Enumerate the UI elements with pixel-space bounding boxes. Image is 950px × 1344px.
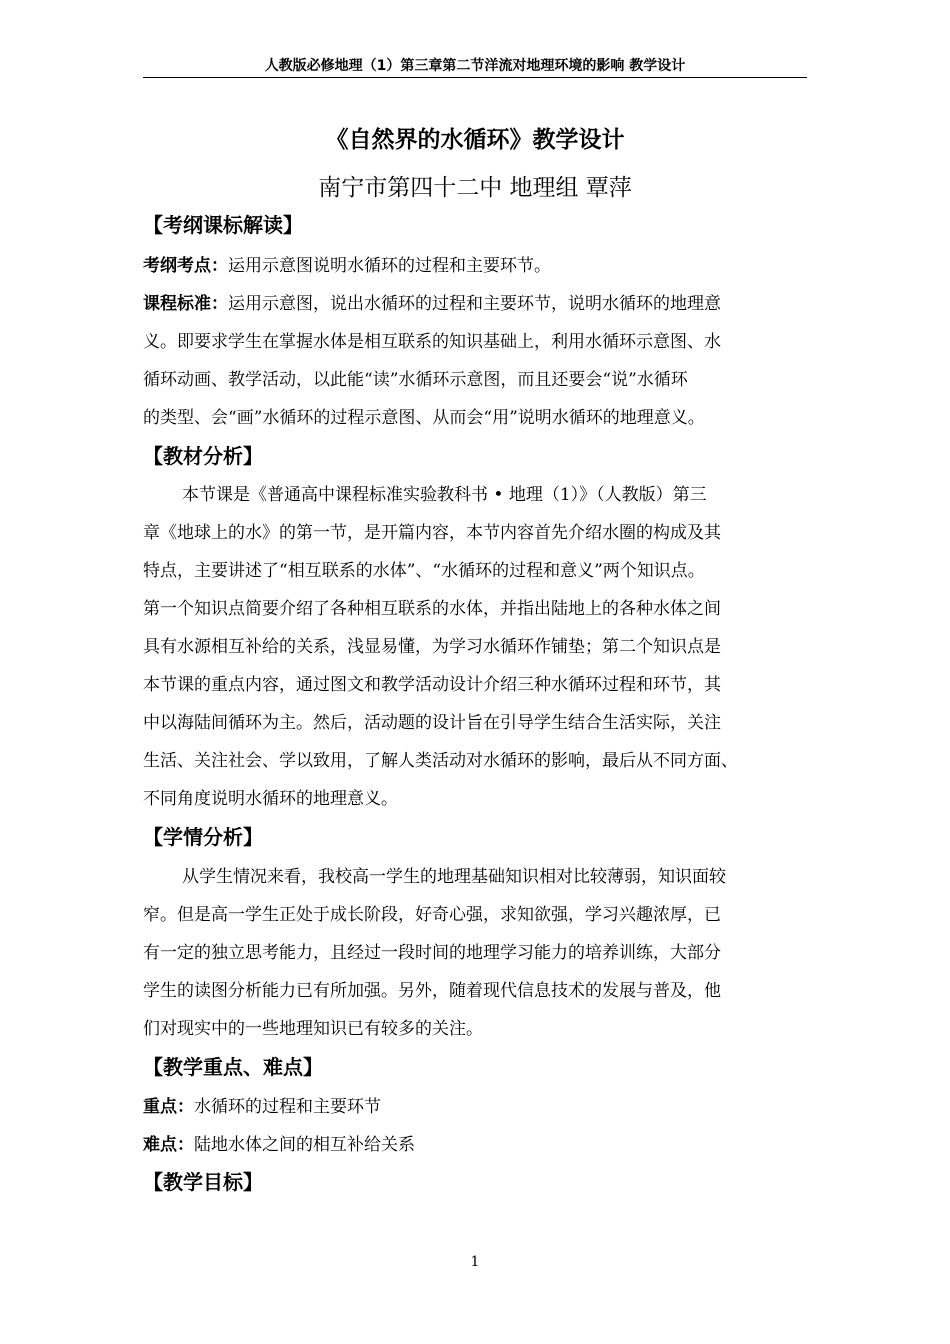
exam-point-line bbox=[143, 253, 551, 279]
header-rule bbox=[143, 77, 807, 78]
students-paragraph-line: 从学生情况来看，我校高一学生的地理基础知识相对比较薄弱，知识面较 bbox=[182, 867, 726, 887]
document-subtitle: 南宁市第四十二中 地理组 覃萍 bbox=[318, 175, 632, 201]
students-paragraph-line: 们对现实中的一些地理知识已有较多的关注。 bbox=[143, 1019, 483, 1039]
section-heading-focus: 【教学重点、难点】 bbox=[143, 1055, 323, 1079]
standard-line: 义。即要求学生在掌握水体是相互联系的知识基础上，利用水循环示意图、水 bbox=[143, 332, 721, 352]
standard-line: 的类型、会“画”水循环的过程示意图、从而会“用”说明水循环的地理意义。 bbox=[143, 408, 705, 428]
textbook-paragraph-line: 章《地球上的水》的第一节，是开篇内容，本节内容首先介绍水圈的构成及其 bbox=[143, 523, 721, 543]
page-header: 人教版必修地理（1）第三章第二节洋流对地理环境的影响 教学设计 bbox=[264, 58, 686, 74]
difficult-point-text: 陆地水体之间的相互补给关系 bbox=[194, 1135, 415, 1155]
textbook-paragraph-line: 生活、关注社会、学以致用，了解人类活动对水循环的影响，最后从不同方面、 bbox=[143, 751, 738, 771]
textbook-paragraph-line: 本节课的重点内容，通过图文和教学活动设计介绍三种水循环过程和环节，其 bbox=[143, 675, 721, 695]
exam-point-label: 考纲考点： bbox=[143, 256, 228, 276]
document-title: 《自然界的水循环》教学设计 bbox=[325, 127, 625, 153]
section-heading-textbook: 【教材分析】 bbox=[143, 444, 263, 468]
difficult-point-line bbox=[143, 1132, 415, 1158]
students-paragraph-line: 窄。但是高一学生正处于成长阶段，好奇心强，求知欲强，学习兴趣浓厚，已 bbox=[143, 905, 721, 925]
section-heading-students: 【学情分析】 bbox=[143, 825, 263, 849]
students-paragraph-line: 学生的读图分析能力已有所加强。另外，随着现代信息技术的发展与普及，他 bbox=[143, 981, 721, 1001]
standard-line bbox=[143, 291, 721, 317]
textbook-paragraph-line: 中以海陆间循环为主。然后，活动题的设计旨在引导学生结合生活实际，关注 bbox=[143, 713, 721, 733]
section-heading-objectives: 【教学目标】 bbox=[143, 1170, 263, 1194]
standard-label: 课程标准： bbox=[143, 294, 228, 314]
section-heading-syllabus: 【考纲课标解读】 bbox=[143, 213, 303, 237]
key-point-text: 水循环的过程和主要环节 bbox=[194, 1097, 381, 1117]
key-point-line bbox=[143, 1094, 381, 1120]
key-point-label: 重点： bbox=[143, 1097, 194, 1117]
textbook-paragraph-line: 不同角度说明水循环的地理意义。 bbox=[143, 789, 398, 809]
page-number: 1 bbox=[470, 1254, 480, 1270]
standard-text: 运用示意图，说出水循环的过程和主要环节，说明水循环的地理意 bbox=[228, 294, 721, 314]
textbook-paragraph-line: 具有水源相互补给的关系，浅显易懂，为学习水循环作铺垫；第二个知识点是 bbox=[143, 637, 721, 657]
textbook-paragraph-line: 特点，主要讲述了“相互联系的水体”、“水循环的过程和意义”两个知识点。 bbox=[143, 561, 705, 581]
textbook-paragraph-line: 本节课是《普通高中课程标准实验教科书 • 地理（1）》（人教版）第三 bbox=[182, 485, 707, 505]
standard-line: 循环动画、教学活动，以此能“读”水循环示意图，而且还要会“说”水循环 bbox=[143, 370, 688, 390]
textbook-paragraph-line: 第一个知识点简要介绍了各种相互联系的水体，并指出陆地上的各种水体之间 bbox=[143, 599, 721, 619]
exam-point-text: 运用示意图说明水循环的过程和主要环节。 bbox=[228, 256, 551, 276]
difficult-point-label: 难点： bbox=[143, 1135, 194, 1155]
students-paragraph-line: 有一定的独立思考能力，且经过一段时间的地理学习能力的培养训练，大部分 bbox=[143, 943, 721, 963]
